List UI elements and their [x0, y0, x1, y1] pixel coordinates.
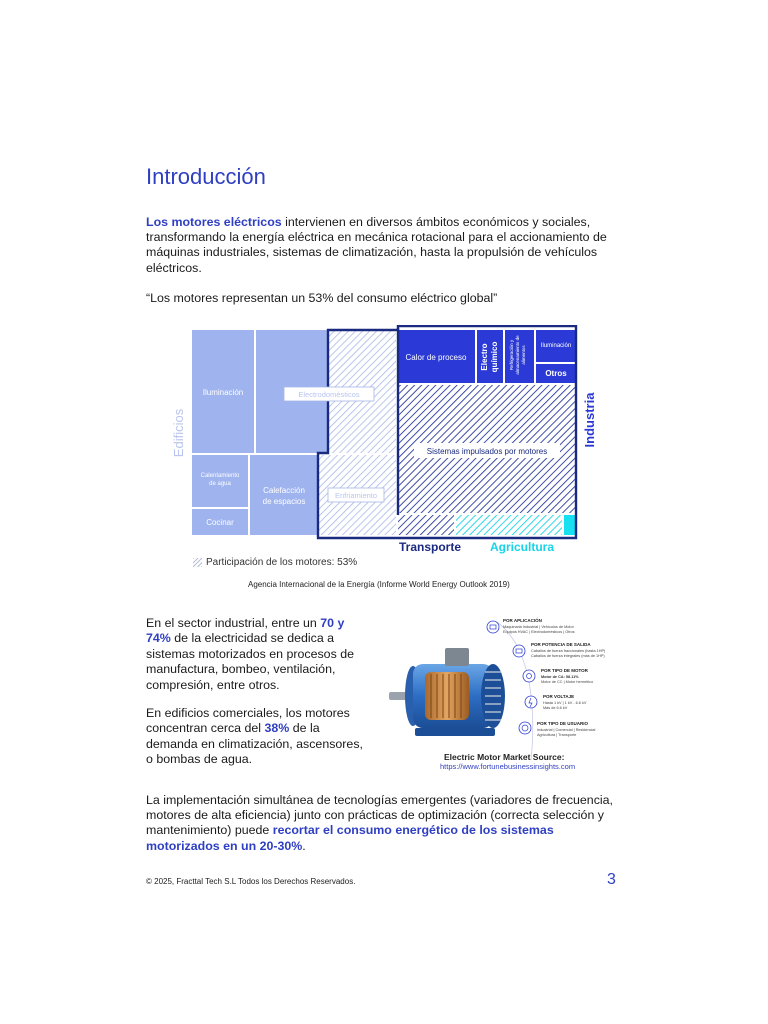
label-refrig-3: alimentos	[521, 345, 526, 365]
segment-line: Industrial | Comercial | Residencial	[537, 728, 596, 732]
intro-highlight: Los motores eléctricos	[146, 215, 282, 229]
segment-line: Caballos de fuerza fraccionales (hasta 1HP)	[531, 649, 606, 653]
segment-line: Maquinaria Industrial | Vehículos de Motor	[503, 625, 574, 629]
motor-figure-caption: Electric Motor Market Source:	[444, 752, 565, 762]
conclusion-paragraph	[146, 793, 626, 854]
segment-title: POR POTENCIA DE SALIDA	[531, 642, 591, 647]
commercial-highlight: 38%	[264, 721, 290, 736]
block-agricultura-solid	[564, 515, 576, 535]
conclusion-text-2: .	[302, 838, 306, 853]
label-cocinar: Cocinar	[206, 518, 234, 527]
segment-line: Motor de CA: 58.11%	[541, 675, 579, 679]
segment-voltaje	[525, 694, 587, 710]
label-electro-2: químico	[490, 341, 499, 373]
block-calefaccion	[250, 455, 318, 535]
segment-usuario	[519, 721, 595, 737]
segment-title: POR VOLTAJE	[543, 694, 575, 699]
label-refrig-2: almacenamiento de	[515, 335, 520, 375]
motor-market-figure	[385, 610, 625, 770]
segment-line: Equipos HVAC | Electrodomésticos | Otros	[503, 630, 575, 634]
label-agricultura: Agricultura	[489, 540, 555, 554]
segment-line: Hasta 1 kV | 1 kV - 6.6 kV	[543, 701, 587, 705]
label-refrig-1: Refrigeración y	[509, 339, 514, 371]
label-electro-1: Electro	[480, 343, 489, 371]
label-enfriamiento: Enfriamiento	[334, 491, 378, 500]
page-title: Introducción	[146, 164, 266, 189]
segment-potencia	[513, 642, 606, 658]
segment-line: Agricultura | Transporte	[537, 733, 577, 737]
segment-title: POR APLICACIÓN	[503, 618, 542, 623]
page-number: 3	[607, 871, 616, 888]
figure-source: Agencia Internacional de la Energía (Informe World Energy Outlook 2019)	[248, 580, 510, 589]
label-calentamiento-1: Calentamiento	[200, 473, 240, 479]
label-transporte: Transporte	[398, 540, 462, 554]
quote: “Los motores representan un 53% del consumo eléctrico global”	[146, 291, 498, 305]
industrial-paragraph	[146, 616, 371, 693]
label-calentamiento-2: de agua	[209, 481, 231, 487]
label-electrodomesticos: Electrodomésticos	[298, 390, 360, 399]
commercial-text-1: En edificios comerciales, los motores concentran cerca del	[146, 706, 350, 736]
conclusion-highlight: recortar el consumo energético de los sistemas motorizados en un 20-30%	[146, 823, 554, 853]
intro-text: intervienen en diversos ámbitos económicos y sociales, transformando la energía eléctrica en mecánica rotacional para el accionamiento de máquinas industriales, sistemas de climatización, hasta la propulsión de vehículos eléctricos.	[146, 215, 607, 275]
label-iluminacion-industria: Iluminación	[540, 343, 572, 349]
industrial-text-1: En el sector industrial, entre un	[146, 616, 321, 630]
hatch-swatch-icon	[193, 558, 202, 567]
figure-legend	[193, 557, 357, 568]
segment-title: POR TIPO DE MOTOR	[541, 668, 588, 673]
label-calor-proceso: Calor de proceso	[405, 353, 467, 362]
block-transporte	[398, 515, 454, 535]
segment-line: Motor de CC | Motor hermético	[541, 680, 594, 684]
footer-copyright: © 2025, Fracttal Tech S.L Todos los Derechos Reservados.	[146, 877, 356, 886]
commercial-paragraph	[146, 706, 371, 768]
label-industria: Industria	[582, 392, 597, 448]
segment-line: Caballos de fuerza integrales (más de 1HP)	[531, 654, 605, 658]
motor-figure-link[interactable]: https://www.fortunebusinessinsights.com	[440, 762, 576, 771]
label-otros: Otros	[545, 369, 567, 378]
label-iluminacion-edificios: Iluminación	[202, 388, 244, 397]
electric-motor-icon	[389, 648, 505, 736]
industrial-text-2: de la electricidad se dedica a sistemas motorizados en procesos de manufactura, bombeo, ventilación, compresión, entre otros.	[146, 631, 354, 692]
segment-line: Más de 6.6 kV	[543, 706, 568, 710]
block-agricultura-hatch	[456, 515, 562, 535]
energy-treemap-figure	[170, 325, 600, 555]
intro-paragraph	[146, 215, 626, 276]
industrial-highlight: 70 y 74%	[146, 616, 345, 646]
commercial-text-2: de la demanda en climatización, ascensores, o bombas de agua.	[146, 721, 363, 767]
label-sistemas-motores: Sistemas impulsados por motores	[426, 447, 548, 456]
conclusion-text-1: La implementación simultánea de tecnologías emergentes (variadores de frecuencia, motores de alta eficiencia) junto con prácticas de optimización (correcta selección y mantenimiento) puede	[146, 793, 613, 838]
label-edificios: Edificios	[171, 408, 186, 458]
segment-title: POR TIPO DE USUARIO	[537, 721, 589, 726]
label-calefaccion-2: de espacios	[262, 497, 306, 506]
legend-text: Participación de los motores: 53%	[206, 557, 358, 568]
segment-tipo-motor	[523, 668, 593, 684]
label-calefaccion-1: Calefacción	[263, 486, 305, 495]
